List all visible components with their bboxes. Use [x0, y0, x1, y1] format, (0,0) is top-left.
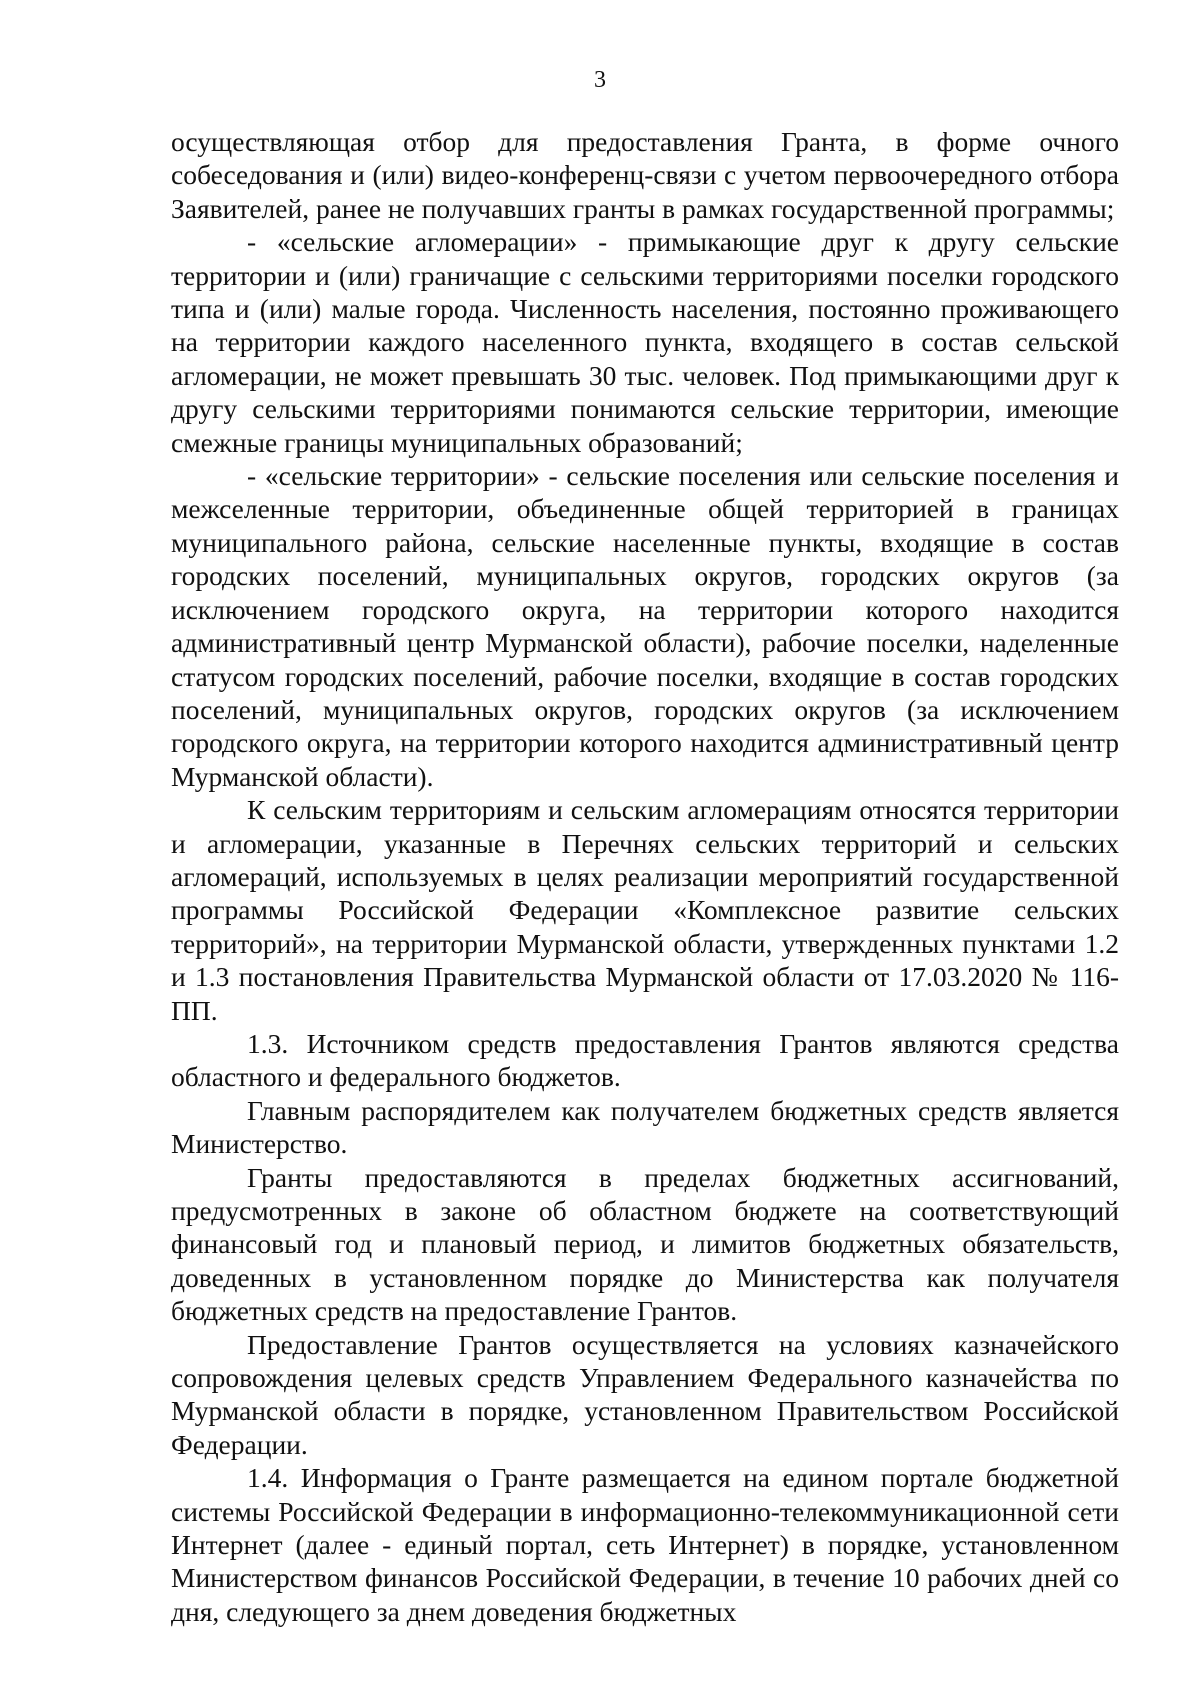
page-number: 3 [594, 67, 606, 93]
paragraph-main-administrator: Главным распорядителем как получателем бюджетных средств является Министерство. [171, 1094, 1119, 1160]
paragraph-treasury-support: Предоставление Грантов осуществляется на условиях казначейского сопровождения целевых средств Управлением Федерального казначейства по Мурманской области в порядке, установленном Правительством Российской Федерации. [171, 1328, 1119, 1460]
paragraph-continuation: осуществляющая отбор для предоставления Гранта, в форме очного собеседования и (или) видео-конференц-связи с учетом первоочередного отбора Заявителей, ранее не получавших гранты в рамках государственной программы; [171, 126, 1119, 224]
paragraph-section-1-4: 1.4. Информация о Гранте размещается на едином портале бюджетной системы Российской Федерации в информационно-телекоммуникационной сети Интернет (далее - единый портал, сеть Интернет) в порядке, установленном Министерством финансов Российской Федерации, в течение 10 рабочих дней со дня, следующего за днем доведения бюджетных [171, 1462, 1119, 1627]
paragraph-territory-lists: К сельским территориям и сельским агломерациям относятся территории и агломерации, указанные в Перечнях сельских территорий и сельских агломераций, используемых в целях реализации мероприятий государственной программы Российской Федерации «Комплексное развитие сельских территорий», на территории Мурманской области, утвержденных пунктами 1.2 и 1.3 постановления Правительства Мурманской области от 17.03.2020 № 116-ПП. [171, 794, 1119, 1026]
paragraph-rural-territories: - «сельские территории» - сельские поселения или сельские поселения и межселенные территории, объединенные общей территорией в границах муниципального района, сельские населенные пункты, входящие в состав городских поселений, муниципальных округов, городских округов (за исключением городского округа, на территории которого находится административный центр Мурманской области), рабочие поселки, наделенные статусом городских поселений, рабочие поселки, входящие в состав городских поселений, муниципальных округов, городских округов (за исключением городского округа, на территории которого находится административный центр Мурманской области). [171, 460, 1119, 792]
paragraph-grant-limits: Гранты предоставляются в пределах бюджетных ассигнований, предусмотренных в законе об областном бюджете на соответствующий финансовый год и плановый период, и лимитов бюджетных обязательств, доведенных в установленном порядке до Министерства как получателя бюджетных средств на предоставление Грантов. [171, 1161, 1119, 1327]
document-body [171, 125, 1119, 1628]
paragraph-section-1-3: 1.3. Источником средств предоставления Грантов являются средства областного и федерального бюджетов. [171, 1027, 1119, 1093]
paragraph-rural-agglomerations: - «сельские агломерации» - примыкающие друг к другу сельские территории и (или) граничащие с сельскими территориями поселки городского типа и (или) малые города. Численность населения, постоянно проживающего на территории каждого населенного пункта, входящего в состав сельской агломерации, не может превышать 30 тыс. человек. Под примыкающими друг к другу сельскими территориями понимаются сельские территории, имеющие смежные границы муниципальных образований; [171, 226, 1119, 458]
